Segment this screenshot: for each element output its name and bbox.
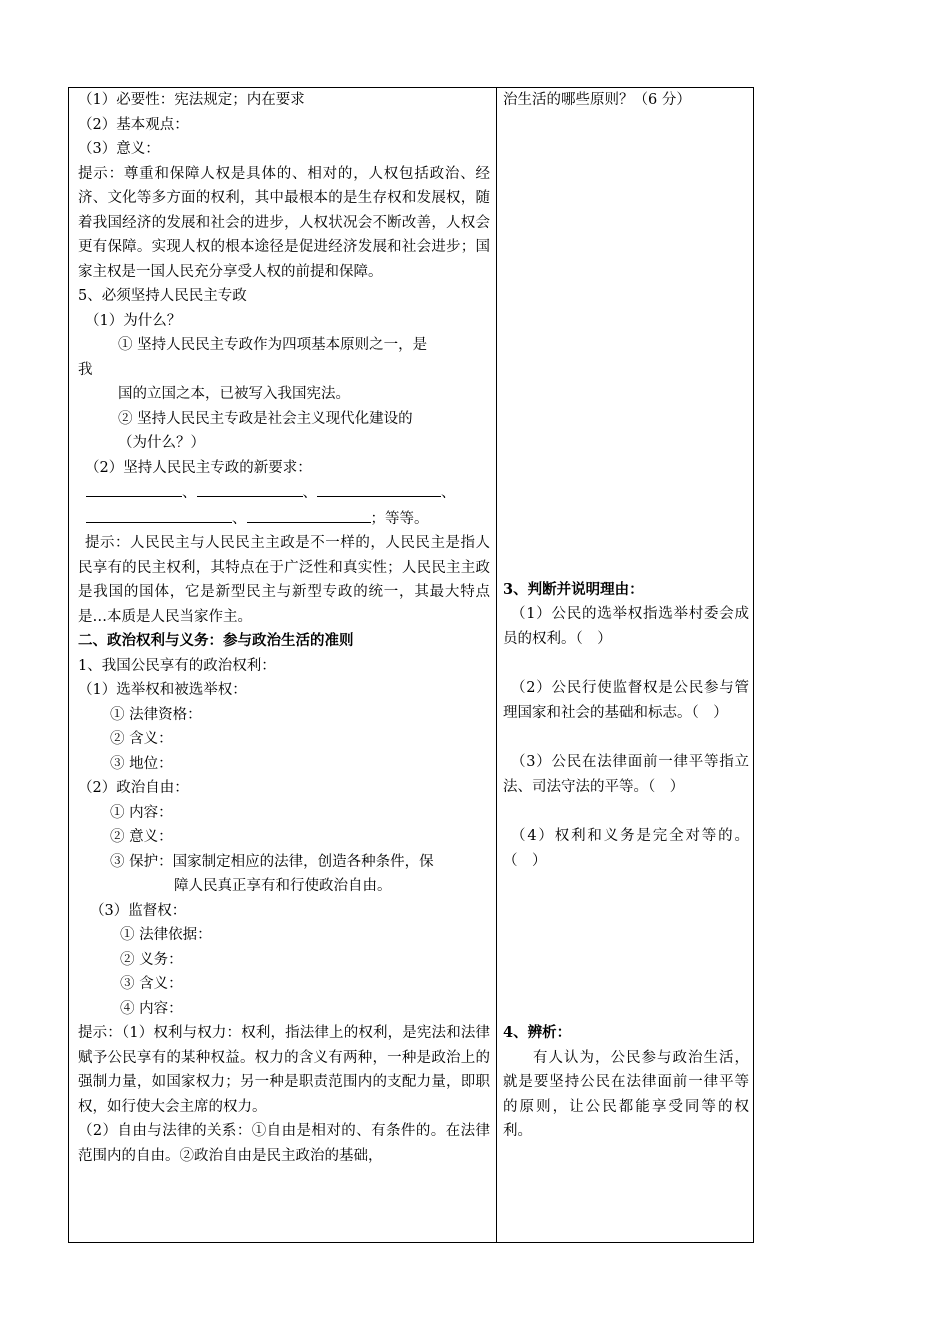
item-legal-qualification: ① 法律资格： [110, 706, 202, 723]
section-2-heading: 二、政治权利与义务：参与政治生活的准则 [78, 632, 354, 649]
item-status: ③ 地位： [110, 755, 173, 772]
answer-blank[interactable] [247, 506, 371, 523]
item-basic-view: （2）基本观点： [78, 116, 189, 133]
item-political-freedom: （2）政治自由： [78, 780, 189, 796]
item-why: （1）为什么？ [85, 312, 182, 329]
question-3-heading: 3、判断并说明理由： [503, 580, 644, 598]
answer-space [503, 799, 749, 824]
hint-rights-power: 提示：（1）权利与权力：权利，指法律上的权利，是宪法和法律赋予公民享有的某种权益。权力的含义有两种，一种是政治上的强制力量，如国家权力；另一种是职责范围内的支配力量，即职权，如行使大会主席的权力。 [78, 1025, 490, 1115]
answer-blank[interactable] [317, 480, 441, 497]
separator: 、 [302, 485, 317, 501]
item-duty: ② 义务： [120, 951, 183, 968]
answer-space [503, 651, 749, 676]
item-legal-basis: ① 法律依据： [120, 927, 212, 943]
hint-human-rights: 提示：尊重和保障人权是具体的、相对的，人权包括政治、经济、文化等多方面的权利，其中最根本的是生存权和发展权，随着我国经济的发展和社会的进步，人权状况会不断改善，人权会更有保障。实现人权的根本途径是促进经济发展和社会进步；国家主权是一国人民充分享受人权的前提和保障。 [78, 165, 490, 280]
item-why-b-cont: （为什么？） [118, 435, 205, 451]
blank-line-2 [78, 506, 490, 532]
answer-blank[interactable] [86, 506, 232, 523]
column-divider [496, 87, 497, 1243]
hint-democracy: 提示：人民民主与人民民主主政是不一样的，人民民主是指人民享有的民主权利，其特点在于广泛性和真实性；人民民主主政是我国的国体，它是新型民主与新型专政的统一，其最大特点是…本质是人民当家作主。 [78, 535, 490, 625]
judge-item-3: （3）公民在法律面前一律平等指立法、司法守法的平等。（ ） [503, 754, 749, 795]
item-meaning: ② 含义： [110, 731, 173, 747]
left-column [78, 88, 490, 1168]
hint-freedom-law: （2）自由与法律的关系：①自由是相对的、有条件的。在法律范围内的自由。②政治自由是民主政治的基础， [78, 1123, 490, 1164]
item-why-b: ② 坚持人民民主专政是社会主义现代化建设的 [118, 410, 413, 427]
answer-blank[interactable] [197, 480, 303, 497]
judge-item-2: （2）公民行使监督权是公民参与管理国家和社会的基础和标志。（ ） [503, 680, 749, 721]
item-political-rights: 1、我国公民享有的政治权利： [78, 657, 276, 674]
item-protection: ③ 保护：国家制定相应的法律，创造各种条件，保 [110, 853, 434, 870]
question-4-heading: 4、辨析： [503, 1024, 572, 1041]
item-meaning-3: ③ 含义： [120, 976, 183, 992]
question-top-cont: 治生活的哪些原则？（6 分） [503, 92, 691, 108]
judge-item-4: （4）权利和义务是完全对等的。（ ） [503, 828, 749, 869]
item-necessity: （1）必要性：宪法规定；内在要求 [78, 92, 305, 108]
item-why-a-wrap: 我 [78, 361, 93, 378]
separator: 、 [232, 510, 247, 527]
answer-blank[interactable] [86, 480, 182, 497]
item-new-requirements: （2）坚持人民民主专政的新要求： [85, 459, 312, 476]
blank-line-1 [78, 480, 490, 506]
etc-text: ；等等。 [370, 510, 429, 527]
item-significance: （3）意义： [78, 141, 160, 157]
item-supervision: （3）监督权： [90, 902, 187, 919]
item-why-a-cont: 国的立国之本，已被写入我国宪法。 [118, 386, 350, 402]
item-why-a: ① 坚持人民民主专政作为四项基本原则之一，是 [118, 337, 428, 353]
judge-item-1: （1）公民的选举权指选举村委会成员的权利。（ ） [503, 606, 749, 647]
item-meaning-2: ② 意义： [110, 829, 173, 845]
item-protection-cont: 障人民真正享有和行使政治自由。 [174, 878, 392, 894]
item-election-rights: （1）选举权和被选举权： [78, 682, 247, 698]
item-content: ① 内容： [110, 804, 173, 821]
separator: 、 [182, 485, 197, 501]
answer-space [503, 113, 749, 578]
separator: 、 [441, 485, 456, 501]
item-content-2: ④ 内容： [120, 1000, 183, 1017]
analysis-statement: 有人认为，公民参与政治生活，就是要坚持公民在法律面前一律平等的原则，让公民都能享受同等的权利。 [503, 1049, 749, 1139]
answer-space [503, 725, 749, 750]
right-column [503, 88, 749, 1144]
answer-space [503, 873, 749, 1021]
section-5-heading: 5、必须坚持人民民主专政 [78, 288, 247, 304]
